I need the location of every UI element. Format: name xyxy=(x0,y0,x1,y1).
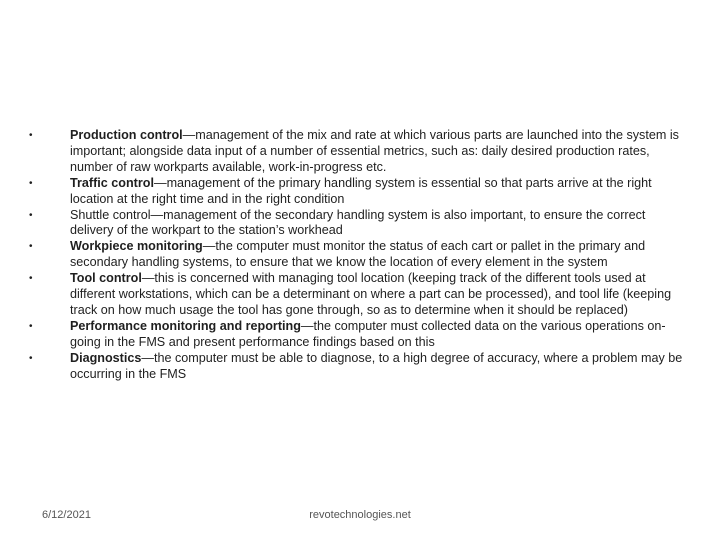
bullet-body: —the computer must monitor the status of each cart or pallet in the primary and secondary handling systems, to ensure that we know the location of every element in the system xyxy=(70,239,646,270)
bullet-text xyxy=(70,176,652,206)
bullet-icon: • xyxy=(29,273,33,285)
bullet-item-production-control xyxy=(26,128,686,176)
footer-site: revotechnologies.net xyxy=(309,509,411,521)
footer-date: 6/12/2021 xyxy=(42,509,91,521)
bullet-body: —management of the primary handling system is essential so that parts arrive at the right location at the right time and in the right condition xyxy=(70,175,652,206)
bullet-item-workpiece-monitoring xyxy=(26,239,686,271)
bullet-text xyxy=(70,239,645,269)
bullet-icon: • xyxy=(29,130,33,141)
bullet-icon: • xyxy=(29,209,33,221)
bullet-icon: • xyxy=(29,241,33,253)
bullet-text xyxy=(70,351,682,381)
bullet-body: —the computer must be able to diagnose, to a high degree of accuracy, where a problem may be occurring in the FMS xyxy=(70,350,683,381)
bullet-body: —management of the mix and rate at which various parts are launched into the system is important; alongside data input of a number of essential metrics, such as: daily desired production rates, number of raw workparts available, work-in-progress etc. xyxy=(70,128,679,174)
bullet-body: —management of the secondary handling system is also important, to ensure the correct delivery of the workpart to the station’s workhead xyxy=(70,207,646,238)
bullet-title: Production control xyxy=(70,128,183,142)
bullet-title: Workpiece monitoring xyxy=(70,239,203,254)
bullet-text xyxy=(70,319,666,349)
bullet-body: —the computer must collected data on the various operations on-going in the FMS and present performance findings based on this xyxy=(70,318,666,349)
bullet-body: —this is concerned with managing tool location (keeping track of the different tools used at different workstations, which can be a determinant on where a part can be processed), and tool life (keeping track on how much usage the tool has gone through, so as to determine when it should be replaced) xyxy=(70,271,672,317)
bullet-icon: • xyxy=(29,352,33,364)
bullet-title: Tool control xyxy=(70,271,142,286)
bullet-title: Shuttle control xyxy=(70,207,151,222)
bullet-title: Diagnostics xyxy=(70,350,142,365)
bullet-item-traffic-control xyxy=(26,176,686,208)
bullet-title: Performance monitoring and reporting xyxy=(70,318,301,333)
bullet-list xyxy=(26,128,686,383)
bullet-item-diagnostics xyxy=(26,351,686,383)
bullet-item-shuttle-control xyxy=(26,208,686,240)
bullet-icon: • xyxy=(29,320,33,332)
bullet-item-performance-monitoring xyxy=(26,319,686,351)
bullet-text xyxy=(70,208,645,238)
bullet-item-tool-control xyxy=(26,271,686,319)
bullet-title: Traffic control xyxy=(70,175,154,190)
bullet-icon: • xyxy=(29,177,33,189)
bullet-text xyxy=(70,271,671,317)
bullet-text xyxy=(70,128,679,174)
